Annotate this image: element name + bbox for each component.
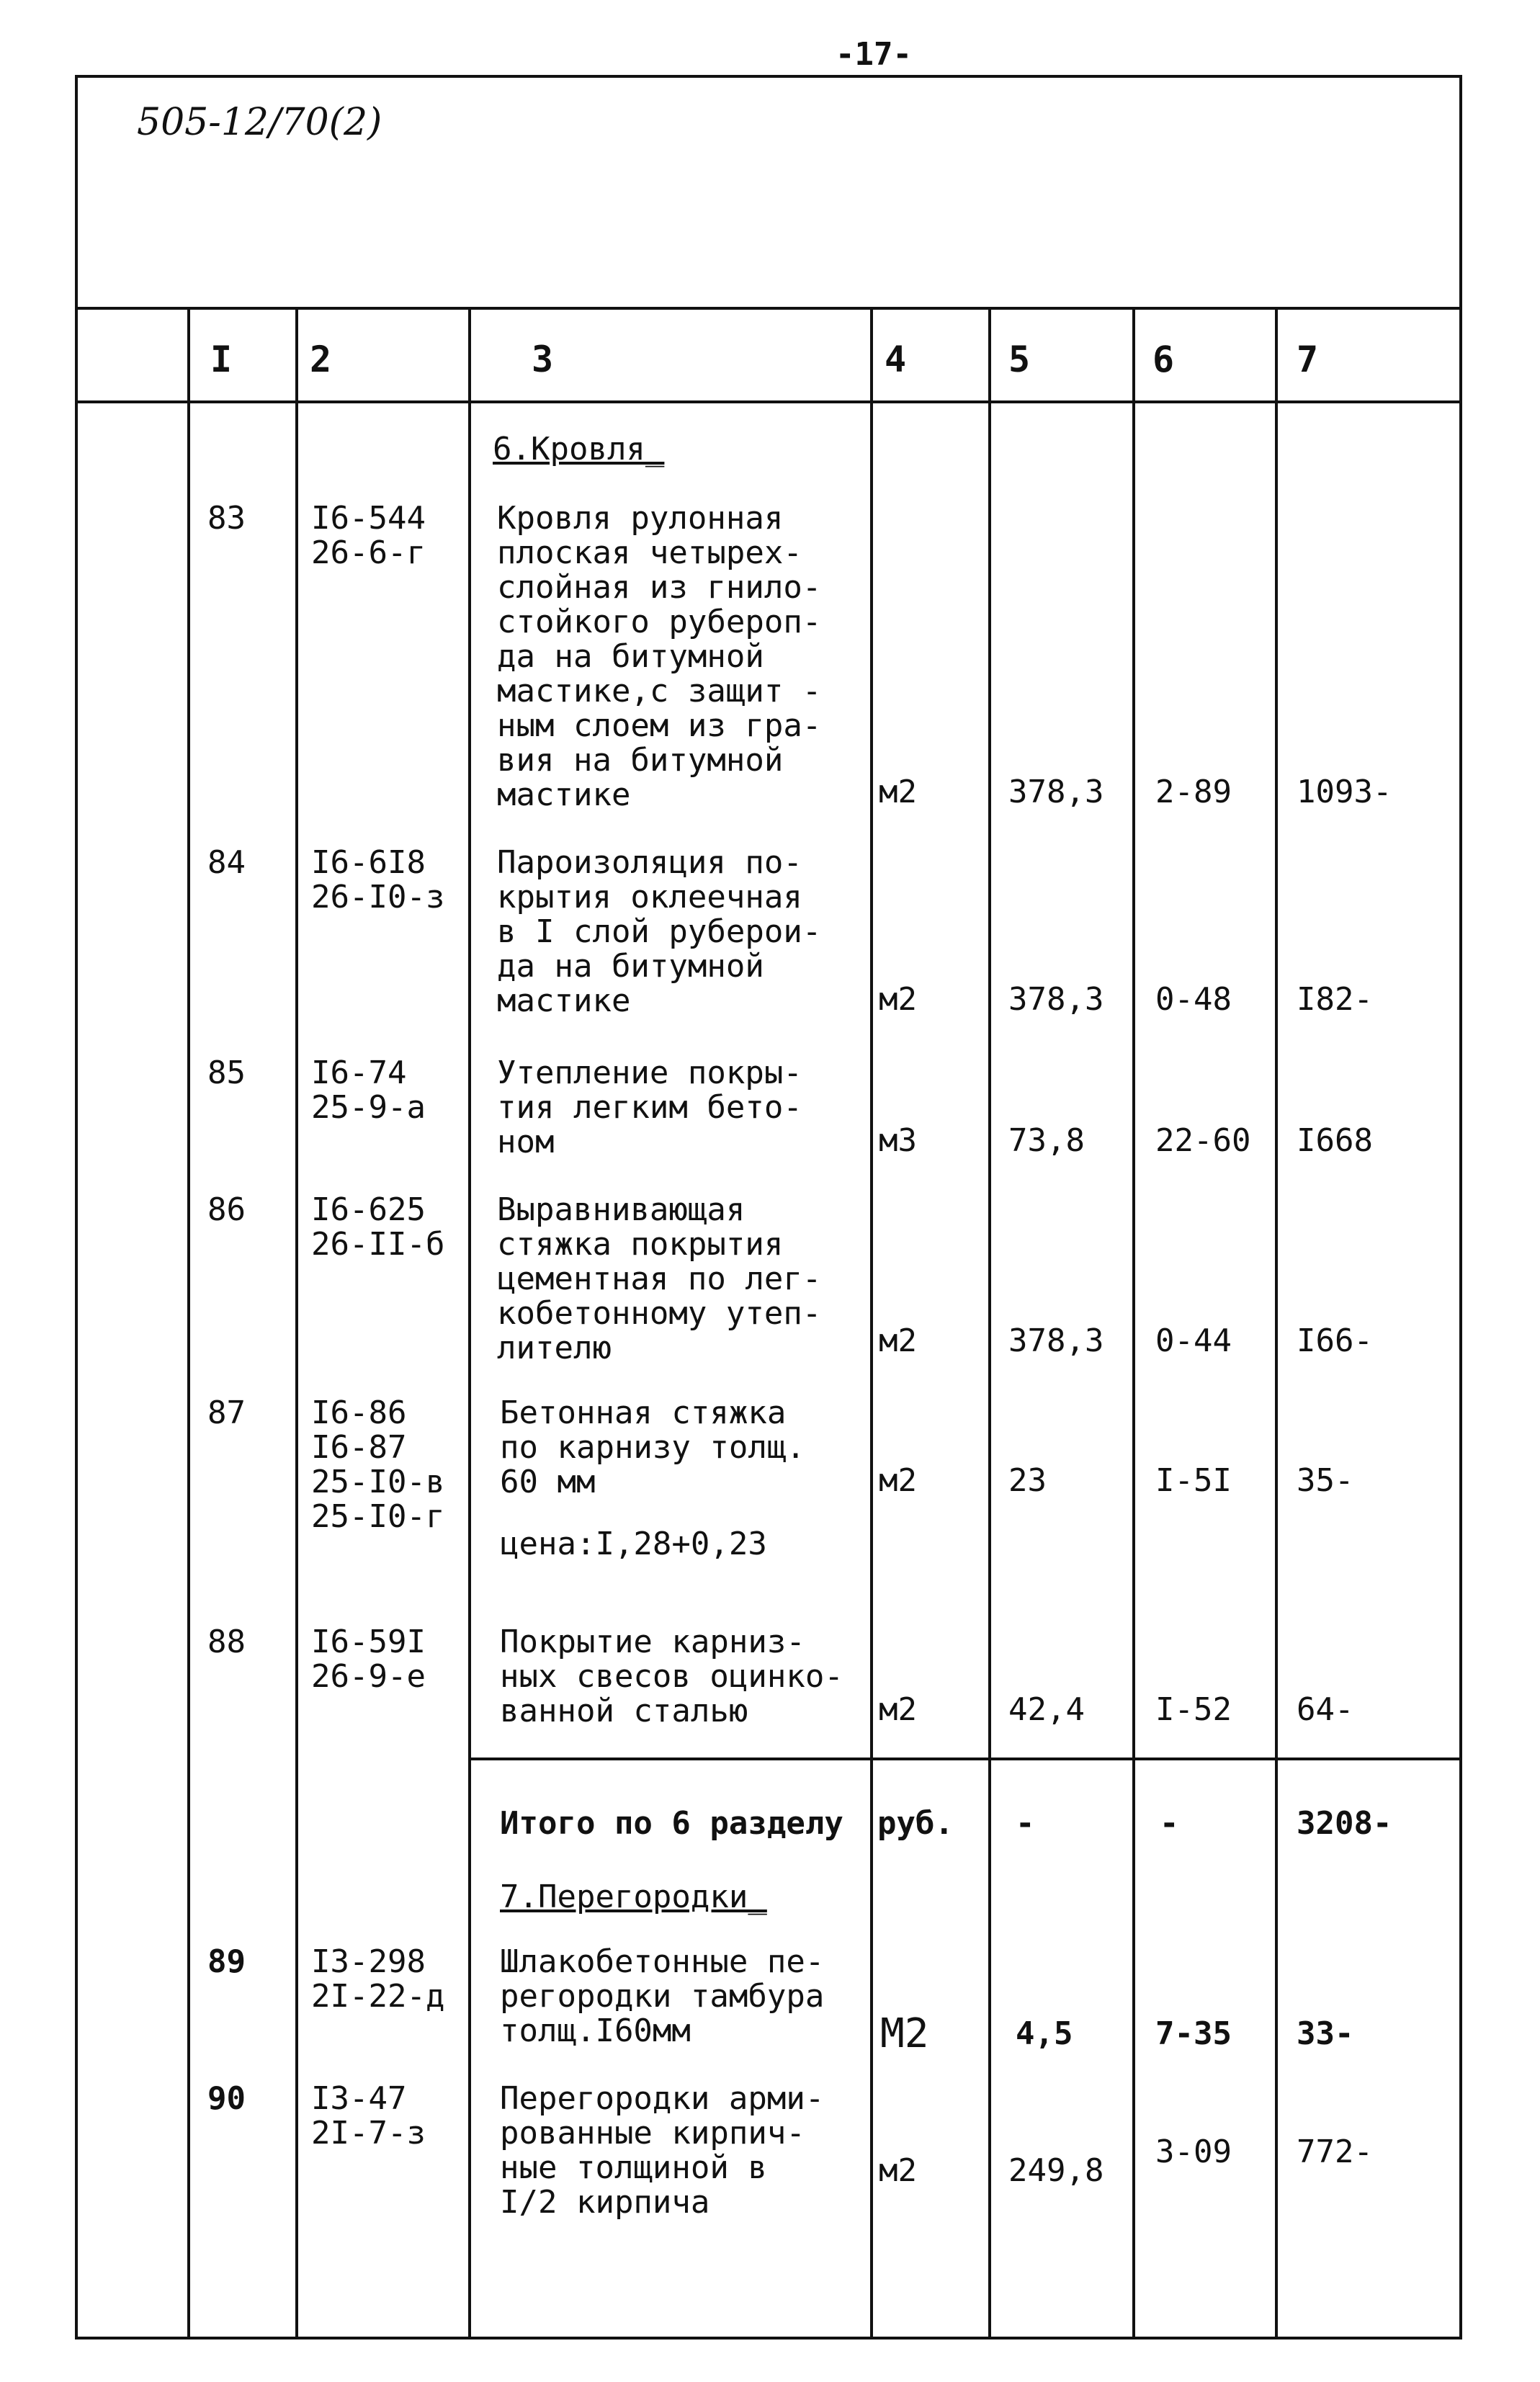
row-description: Бетонная стяжка по карнизу толщ. 60 мм	[500, 1394, 805, 1500]
row-price: I-52	[1155, 1691, 1232, 1728]
row-code: I6-59I 26-9-е	[311, 1624, 426, 1695]
row-total: I668	[1297, 1122, 1373, 1159]
row-description: Шлакобетонные пе- регородки тамбура толщ.I60мм	[500, 1943, 825, 2049]
row-price: 22-60	[1155, 1122, 1251, 1159]
column-header-7: 7	[1297, 339, 1319, 380]
subtotal-price: -	[1160, 1805, 1179, 1842]
subtotal-rule	[470, 1758, 1459, 1760]
row-price: 7-35	[1155, 2015, 1232, 2052]
row-number: 90	[207, 2080, 246, 2117]
header-rule-top	[75, 307, 1459, 310]
subtotal-total: 3208-	[1297, 1805, 1392, 1842]
row-quantity: 23	[1008, 1462, 1047, 1499]
col-divider-1	[187, 307, 190, 2337]
row-description: Утепление покры- тия легким бето- ном	[497, 1055, 802, 1160]
subtotal-quantity: -	[1016, 1805, 1035, 1842]
row-number: 85	[207, 1055, 246, 1091]
row-unit: м2	[879, 1691, 917, 1728]
column-header-1: I	[210, 339, 233, 380]
document-number: 505-12/70(2)	[137, 101, 382, 144]
column-header-4: 4	[885, 339, 907, 380]
row-price: 0-44	[1155, 1322, 1232, 1359]
row-quantity: 4,5	[1016, 2015, 1073, 2052]
row-number: 88	[207, 1624, 246, 1660]
col-divider-4	[870, 307, 873, 2337]
row-description: Выравнивающая стяжка покрытия цементная по лег- кобетонному утеп- лителю	[497, 1191, 822, 1366]
column-header-5: 5	[1008, 339, 1031, 380]
row-total: 64-	[1297, 1691, 1354, 1728]
row-number: 86	[207, 1191, 246, 1228]
section-6-title: 6.Кровля_	[493, 431, 665, 467]
column-header-2: 2	[310, 339, 332, 380]
row-code: I3-298 2I-22-д	[311, 1943, 445, 2015]
subtotal-unit: руб.	[877, 1805, 954, 1842]
row-description: Пароизоляция по- крытия оклеечная в I слой руберои- да на битумной мастике	[497, 844, 822, 1019]
row-description: Кровля рулонная плоская четырех- слойная из гнило- стойкого рубероп- да на битумной мастике,с защит - ным слоем из гра- вия на битумной мастике	[497, 500, 822, 813]
col-divider-5	[988, 307, 991, 2337]
row-quantity: 73,8	[1008, 1122, 1085, 1159]
row-quantity: 378,3	[1008, 774, 1104, 810]
row-unit: м2	[879, 981, 917, 1018]
subtotal-label: Итого по 6 разделу	[500, 1805, 843, 1842]
row-unit: м3	[879, 1122, 917, 1159]
row-code: I6-86 I6-87 25-I0-в 25-I0-г	[311, 1394, 445, 1535]
row-total: 33-	[1297, 2015, 1354, 2052]
row-unit: м2	[879, 1322, 917, 1359]
col-divider-2	[295, 307, 298, 2337]
row-description: Покрытие карниз- ных свесов оцинко- ванной сталью	[500, 1624, 843, 1729]
row-unit: м2	[879, 774, 917, 810]
column-header-6: 6	[1152, 339, 1175, 380]
row-price: 2-89	[1155, 774, 1232, 810]
row-total: 35-	[1297, 1462, 1354, 1499]
row-number: 84	[207, 844, 246, 881]
row-total: 772-	[1297, 2133, 1373, 2170]
row-price: 3-09	[1155, 2133, 1232, 2170]
section-7-title: 7.Перегородки_	[500, 1879, 767, 1915]
row-quantity: 378,3	[1008, 981, 1104, 1018]
row-code: I6-544 26-6-г	[311, 500, 426, 571]
col-divider-3	[468, 307, 471, 2337]
col-divider-6	[1132, 307, 1135, 2337]
row-price: I-5I	[1155, 1462, 1232, 1499]
row-price: 0-48	[1155, 981, 1232, 1018]
row-total: I66-	[1297, 1322, 1373, 1359]
row-code: I6-74 25-9-а	[311, 1055, 426, 1126]
page-number: -17-	[836, 36, 912, 73]
row-quantity: 378,3	[1008, 1322, 1104, 1359]
row-number: 89	[207, 1943, 246, 1980]
row-description: Перегородки арми- рованные кирпич- ные толщиной в I/2 кирпича	[500, 2080, 825, 2221]
col-divider-7	[1275, 307, 1278, 2337]
row-quantity: 249,8	[1008, 2152, 1104, 2189]
row-total: I82-	[1297, 981, 1373, 1018]
row-total: 1093-	[1297, 774, 1392, 810]
row-unit: М2	[880, 2010, 929, 2057]
row-code: I6-625 26-II-б	[311, 1191, 445, 1263]
row-code: I3-47 2I-7-з	[311, 2080, 426, 2152]
row-unit: м2	[879, 2152, 917, 2189]
header-rule-bottom	[75, 400, 1459, 403]
row-code: I6-6I8 26-I0-з	[311, 844, 445, 915]
column-header-3: 3	[532, 339, 554, 380]
row-quantity: 42,4	[1008, 1691, 1085, 1728]
row-number: 87	[207, 1394, 246, 1431]
row-unit: м2	[879, 1462, 917, 1499]
price-note: цена:I,28+0,23	[500, 1526, 767, 1562]
row-number: 83	[207, 500, 246, 537]
